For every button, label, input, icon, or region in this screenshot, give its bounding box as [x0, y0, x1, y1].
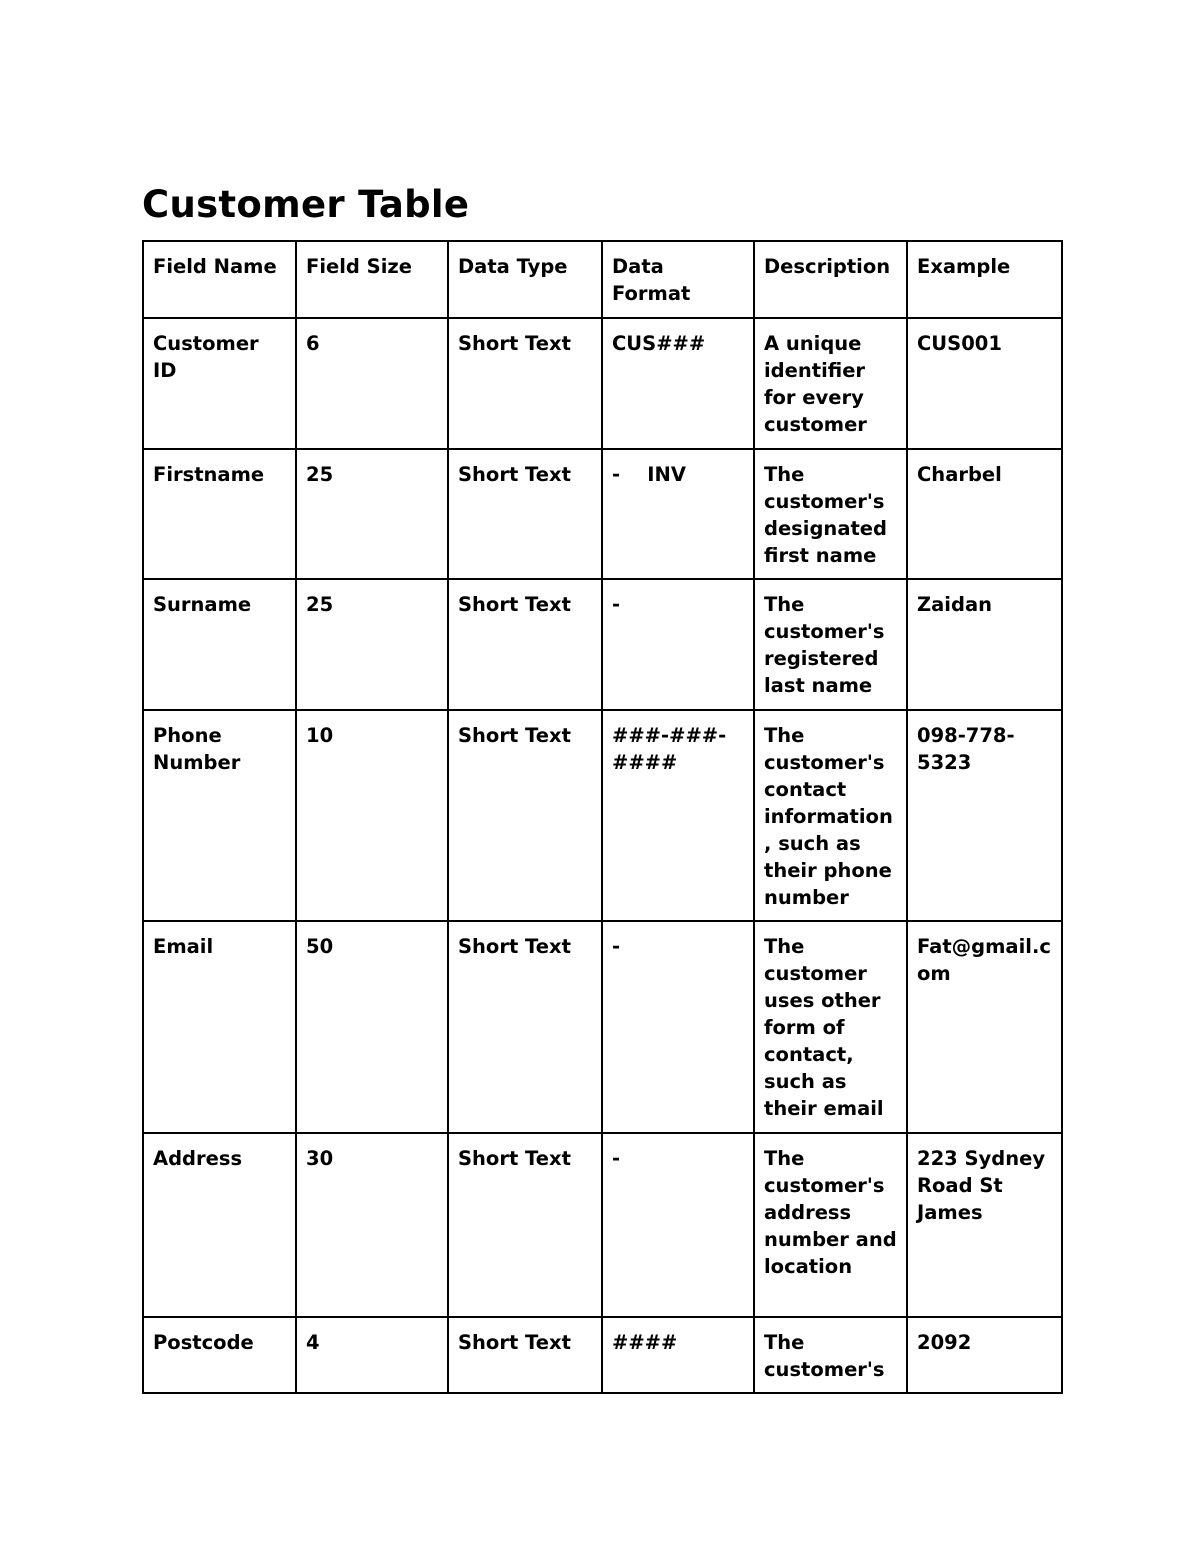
cell-data-type: Short Text — [448, 710, 602, 921]
cell-example: Fat@gmail.com — [907, 921, 1062, 1133]
cell-description: The customer's — [754, 1317, 907, 1393]
table-row — [143, 1317, 1062, 1393]
cell-data-format: - INV — [602, 449, 754, 579]
cell-data-format: #### — [602, 1317, 754, 1393]
cell-field-name: Address — [143, 1133, 296, 1317]
cell-field-size: 25 — [296, 579, 448, 710]
table-row — [143, 449, 1062, 579]
cell-description: A unique identifier for every customer — [754, 318, 907, 449]
column-header-data-format: Data Format — [602, 241, 754, 318]
cell-field-name: Customer ID — [143, 318, 296, 449]
cell-field-name: Firstname — [143, 449, 296, 579]
cell-field-size: 6 — [296, 318, 448, 449]
cell-example: 223 Sydney Road St James — [907, 1133, 1062, 1317]
cell-field-name: Email — [143, 921, 296, 1133]
customer-table — [142, 240, 1063, 1394]
cell-data-type: Short Text — [448, 1317, 602, 1393]
cell-description: The customer's address number and location — [754, 1133, 907, 1317]
column-header-field-name: Field Name — [143, 241, 296, 318]
table-row — [143, 318, 1062, 449]
cell-data-type: Short Text — [448, 1133, 602, 1317]
cell-data-format: CUS### — [602, 318, 754, 449]
page-title: Customer Table — [142, 183, 470, 226]
cell-data-type: Short Text — [448, 449, 602, 579]
cell-data-format: - — [602, 579, 754, 710]
table-row — [143, 1133, 1062, 1317]
cell-example: CUS001 — [907, 318, 1062, 449]
table-row — [143, 579, 1062, 710]
cell-data-format: - — [602, 921, 754, 1133]
cell-description: The customer's registered last name — [754, 579, 907, 710]
cell-field-size: 30 — [296, 1133, 448, 1317]
cell-example: Charbel — [907, 449, 1062, 579]
cell-data-type: Short Text — [448, 921, 602, 1133]
cell-data-type: Short Text — [448, 579, 602, 710]
cell-example: 2092 — [907, 1317, 1062, 1393]
cell-data-format: ###-###-#### — [602, 710, 754, 921]
cell-field-name: Phone Number — [143, 710, 296, 921]
cell-description: The customer's contact information, such as their phone number — [754, 710, 907, 921]
table-row — [143, 710, 1062, 921]
cell-field-name: Postcode — [143, 1317, 296, 1393]
cell-field-name: Surname — [143, 579, 296, 710]
column-header-field-size: Field Size — [296, 241, 448, 318]
cell-field-size: 50 — [296, 921, 448, 1133]
column-header-example: Example — [907, 241, 1062, 318]
column-header-description: Description — [754, 241, 907, 318]
cell-description: The customer uses other form of contact, such as their email — [754, 921, 907, 1133]
cell-example: Zaidan — [907, 579, 1062, 710]
cell-description: The customer's designated first name — [754, 449, 907, 579]
column-header-data-type: Data Type — [448, 241, 602, 318]
cell-field-size: 25 — [296, 449, 448, 579]
cell-field-size: 10 — [296, 710, 448, 921]
cell-data-type: Short Text — [448, 318, 602, 449]
cell-field-size: 4 — [296, 1317, 448, 1393]
table-row — [143, 921, 1062, 1133]
cell-data-format: - — [602, 1133, 754, 1317]
cell-example: 098-778-5323 — [907, 710, 1062, 921]
table-header-row — [143, 241, 1062, 318]
